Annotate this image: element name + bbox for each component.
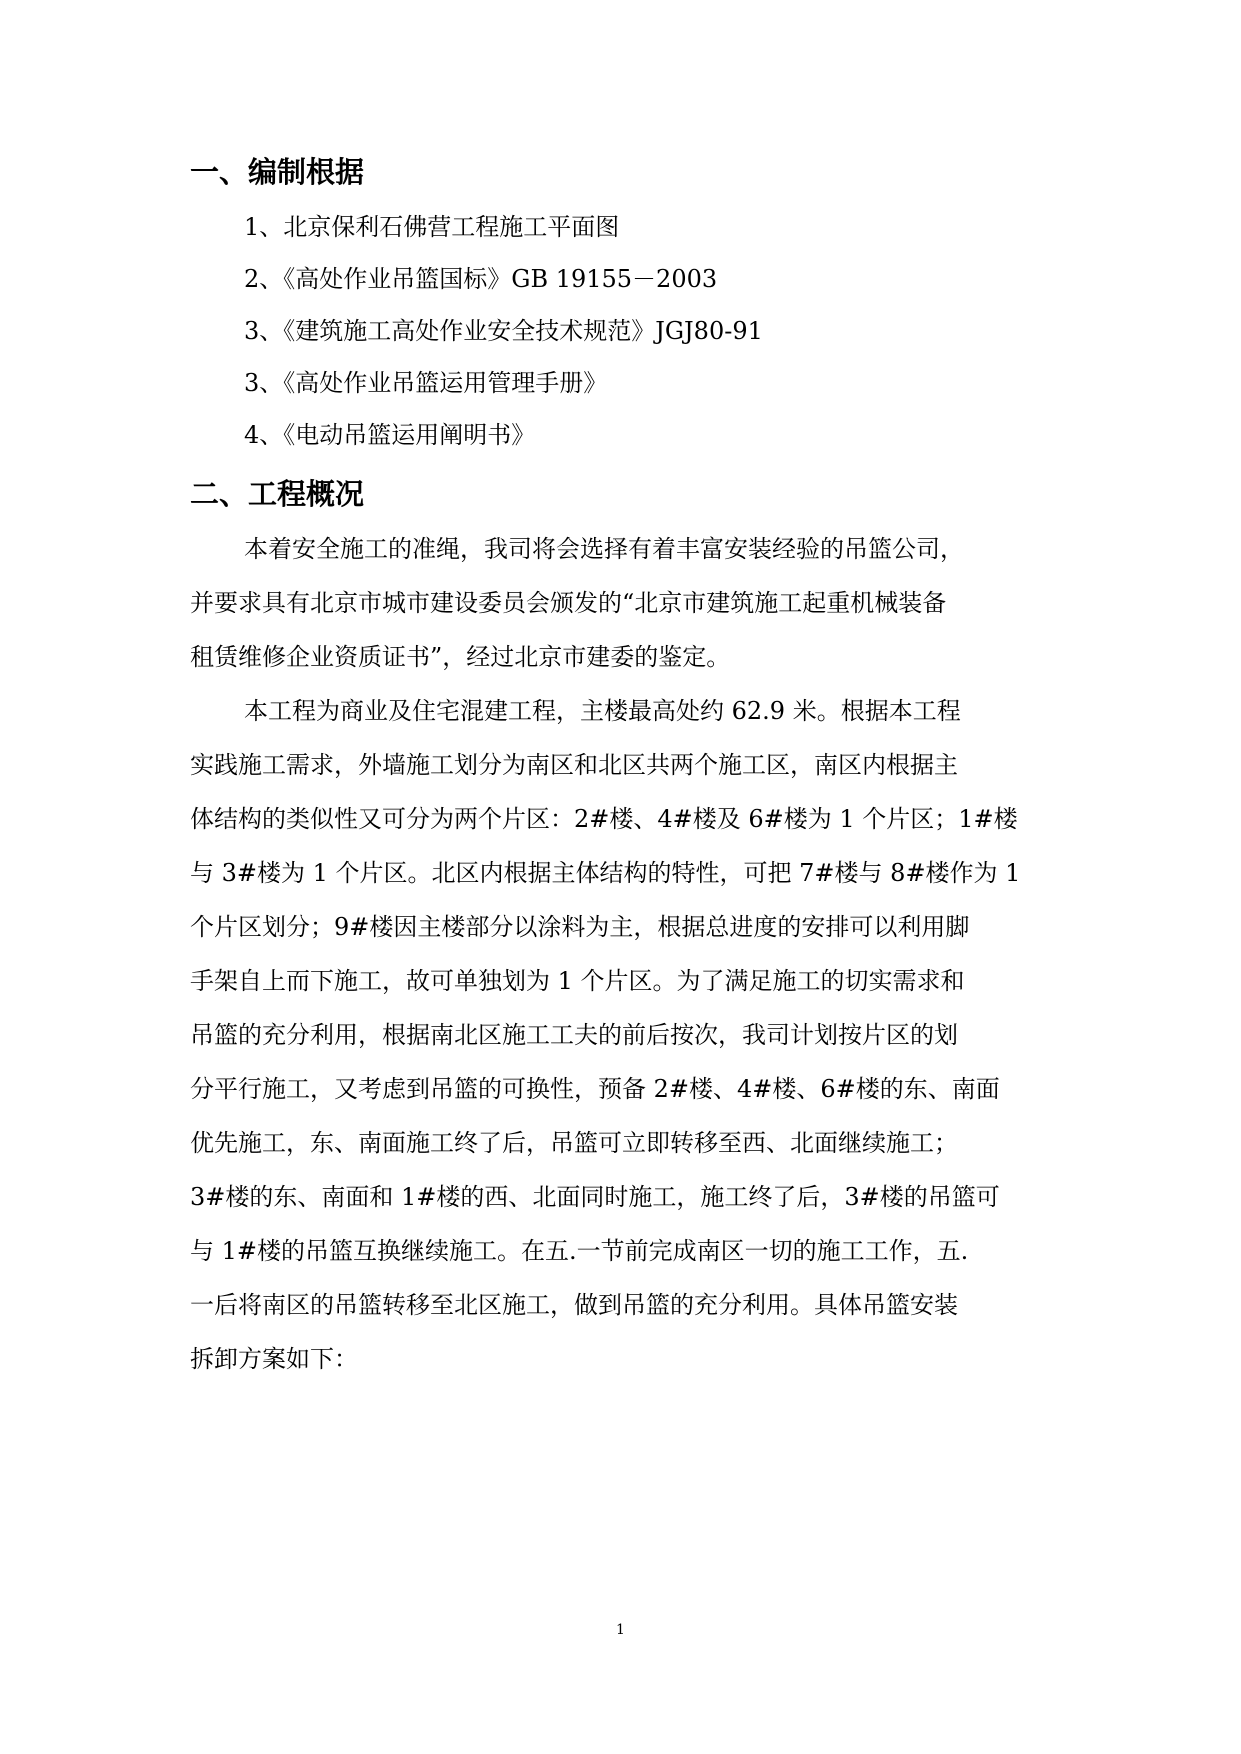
paragraph-line: 吊篮的充分利用，根据南北区施工工夫的前后按次，我司计划按片区的划: [190, 1021, 958, 1049]
reference-item: 1、北京保利石佛营工程施工平面图: [244, 213, 620, 241]
section-heading-basis: 一、编制根据: [190, 155, 365, 189]
paragraph-line: 实践施工需求，外墙施工划分为南区和北区共两个施工区，南区内根据主: [190, 751, 958, 779]
page-number: 1: [616, 1622, 625, 1638]
paragraph-line: 本着安全施工的准绳，我司将会选择有着丰富安装经验的吊篮公司，: [244, 535, 964, 563]
paragraph-line: 一后将南区的吊篮转移至北区施工，做到吊篮的充分利用。具体吊篮安装: [190, 1291, 958, 1319]
paragraph-line: 分平行施工，又考虑到吊篮的可换性，预备 2#楼、4#楼、6#楼的东、南面: [190, 1075, 1000, 1103]
paragraph-line: 租赁维修企业资质证书”，经过北京市建委的鉴定。: [190, 643, 731, 671]
section-heading-overview: 二、工程概况: [190, 477, 365, 511]
paragraph-line: 拆卸方案如下：: [190, 1345, 358, 1373]
reference-item: 4、《电动吊篮运用阐明书》: [244, 421, 536, 449]
paragraph-line: 手架自上而下施工，故可单独划为 1 个片区。为了满足施工的切实需求和: [190, 967, 965, 995]
paragraph-line: 本工程为商业及住宅混建工程，主楼最高处约 62.9 米。根据本工程: [244, 697, 961, 725]
reference-item: 2、《高处作业吊篮国标》GB 19155－2003: [244, 265, 718, 293]
reference-item: 3、《高处作业吊篮运用管理手册》: [244, 369, 608, 397]
paragraph-line: 与 3#楼为 1 个片区。北区内根据主体结构的特性，可把 7#楼与 8#楼作为 1: [190, 859, 1021, 887]
paragraph-line: 体结构的类似性又可分为两个片区：2#楼、4#楼及 6#楼为 1 个片区；1#楼: [190, 805, 1018, 833]
paragraph-line: 个片区划分；9#楼因主楼部分以涂料为主，根据总进度的安排可以利用脚: [190, 913, 970, 941]
paragraph-line: 优先施工，东、南面施工终了后，吊篮可立即转移至西、北面继续施工；: [190, 1129, 958, 1157]
paragraph-line: 并要求具有北京市城市建设委员会颁发的“北京市建筑施工起重机械装备: [190, 589, 947, 617]
reference-item: 3、《建筑施工高处作业安全技术规范》JGJ80-91: [244, 317, 763, 345]
paragraph-line: 与 1#楼的吊篮互换继续施工。在五.一节前完成南区一切的施工工作，五.: [190, 1237, 969, 1265]
paragraph-line: 3#楼的东、南面和 1#楼的西、北面同时施工，施工终了后，3#楼的吊篮可: [190, 1183, 1000, 1211]
